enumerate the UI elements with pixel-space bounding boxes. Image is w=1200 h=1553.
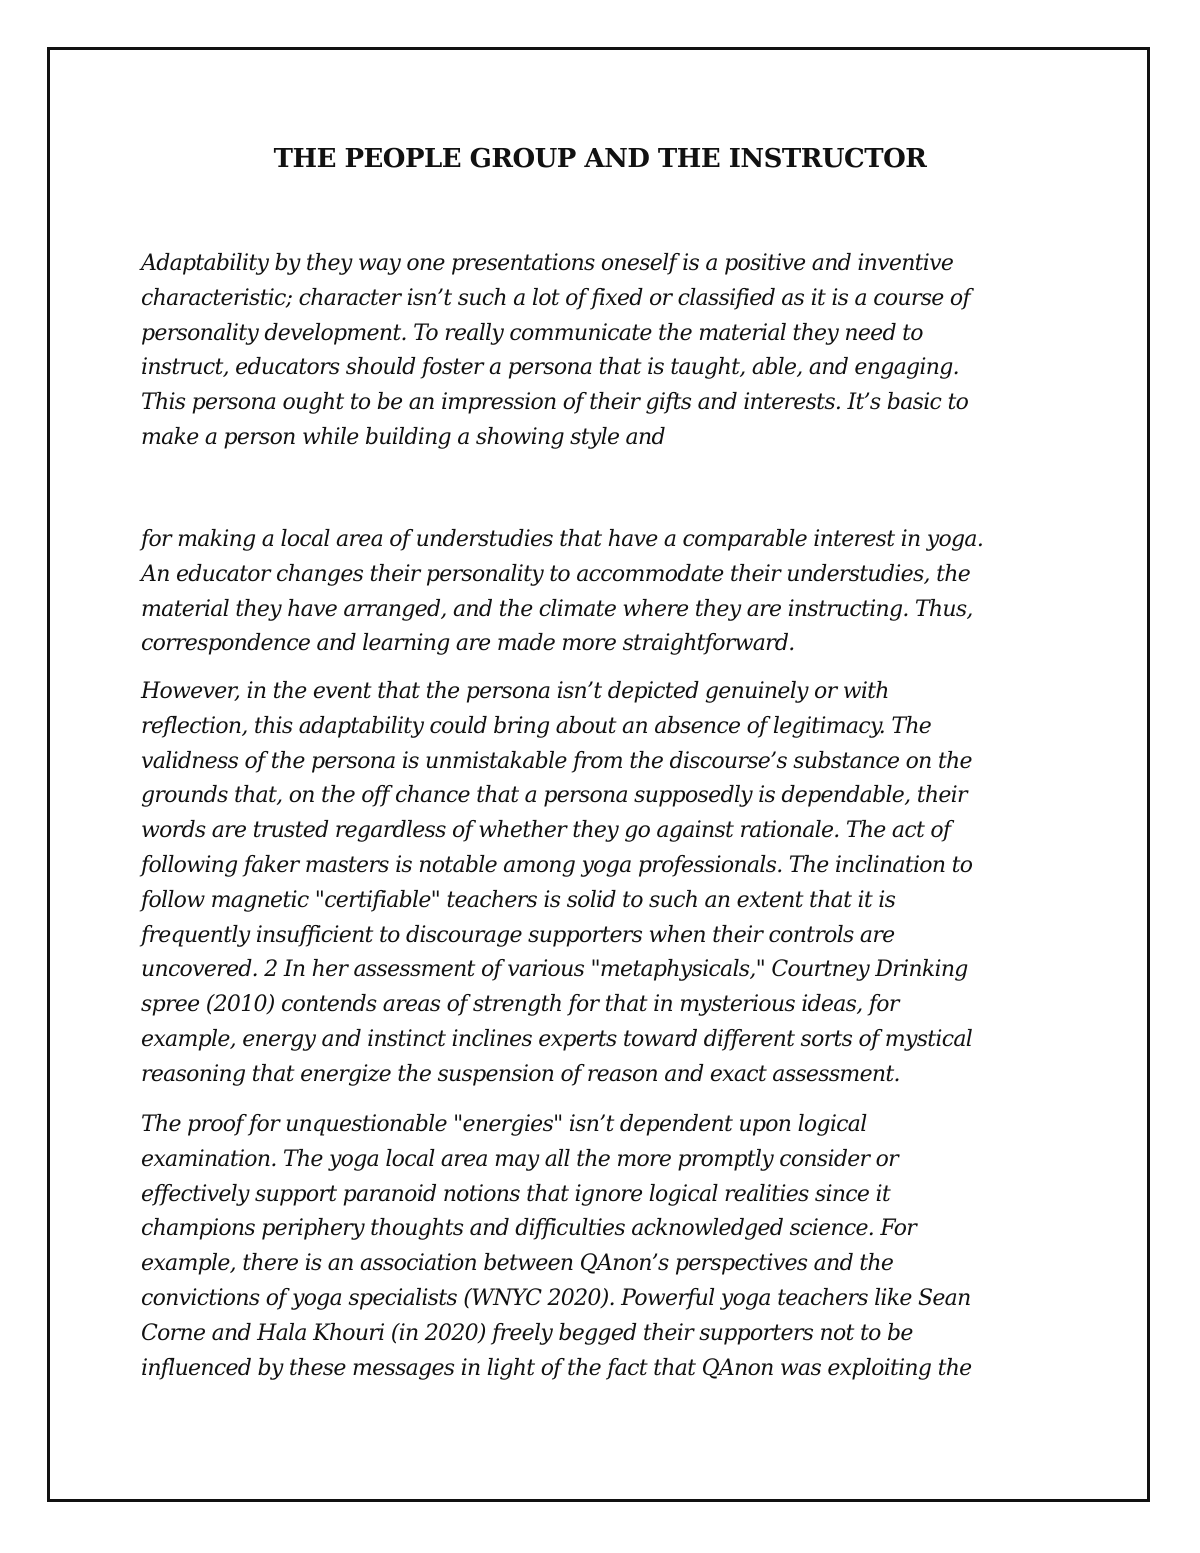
text-line: The proof for unquestionable "energies" isn’t dependent upon logical	[141, 1112, 867, 1137]
text-line: This persona ought to be an impression of their gifts and interests. It’s basic to	[141, 390, 969, 416]
text-line: words are trusted regardless of whether they go against rationale. The act of	[141, 818, 951, 844]
text-line: uncovered. 2 In her assessment of various "metaphysicals," Courtney Drinking	[141, 957, 968, 983]
paragraph-2	[141, 523, 1071, 662]
text-line: effectively support paranoid notions that ignore logical realities since it	[141, 1181, 890, 1207]
text-line: make a person while building a showing style and	[141, 424, 665, 450]
text-line: Adaptability by they way one presentations oneself is a positive and inventive	[141, 251, 954, 276]
paragraph-4	[141, 1108, 1071, 1386]
text-line: correspondence and learning are made more straightforward.	[141, 631, 795, 657]
paragraph-1	[141, 247, 1071, 456]
text-line: for making a local area of understudies that have a comparable interest in yoga.	[141, 527, 984, 552]
text-line: example, there is an association between QAnon’s perspectives and the	[141, 1251, 894, 1277]
text-line: Corne and Hala Khouri (in 2020) freely begged their supporters not to be	[141, 1320, 913, 1346]
text-line: following faker masters is notable among yoga professionals. The inclination to	[141, 852, 973, 878]
text-line: characteristic; character isn’t such a lot of fixed or classified as it is a course of	[141, 285, 970, 311]
text-line: personality development. To really communicate the material they need to	[141, 320, 923, 346]
text-line: material they have arranged, and the climate where they are instructing. Thus,	[141, 596, 973, 622]
text-line: validness of the persona is unmistakable from the discourse’s substance on the	[141, 748, 972, 774]
text-line: influenced by these messages in light of the fact that QAnon was exploiting the	[141, 1355, 972, 1381]
text-line: examination. The yoga local area may all the more promptly consider or	[141, 1146, 898, 1172]
text-line: follow magnetic "certifiable" teachers is solid to such an extent that it is	[141, 887, 896, 913]
text-line: champions periphery thoughts and difficulties acknowledged science. For	[141, 1216, 917, 1242]
text-line: instruct, educators should foster a persona that is taught, able, and engaging.	[141, 355, 959, 381]
document-title: THE PEOPLE GROUP AND THE INSTRUCTOR	[273, 144, 927, 174]
text-line: However, in the event that the persona isn’t depicted genuinely or with	[141, 679, 889, 704]
text-line: reasoning that energize the suspension of reason and exact assessment.	[141, 1061, 900, 1087]
text-line: An educator changes their personality to accommodate their understudies, the	[141, 561, 971, 587]
text-line: spree (2010) contends areas of strength for that in mysterious ideas, for	[141, 992, 899, 1018]
text-line: reflection, this adaptability could bring about an absence of legitimacy. The	[141, 713, 932, 739]
text-line: example, energy and instinct inclines experts toward different sorts of mystical	[141, 1026, 973, 1052]
paragraph-3	[141, 675, 1071, 1093]
text-line: frequently insufficient to discourage supporters when their controls are	[141, 922, 895, 948]
text-line: convictions of yoga specialists (WNYC 2020). Powerful yoga teachers like Sean	[141, 1285, 971, 1311]
text-line: grounds that, on the off chance that a persona supposedly is dependable, their	[141, 783, 967, 809]
